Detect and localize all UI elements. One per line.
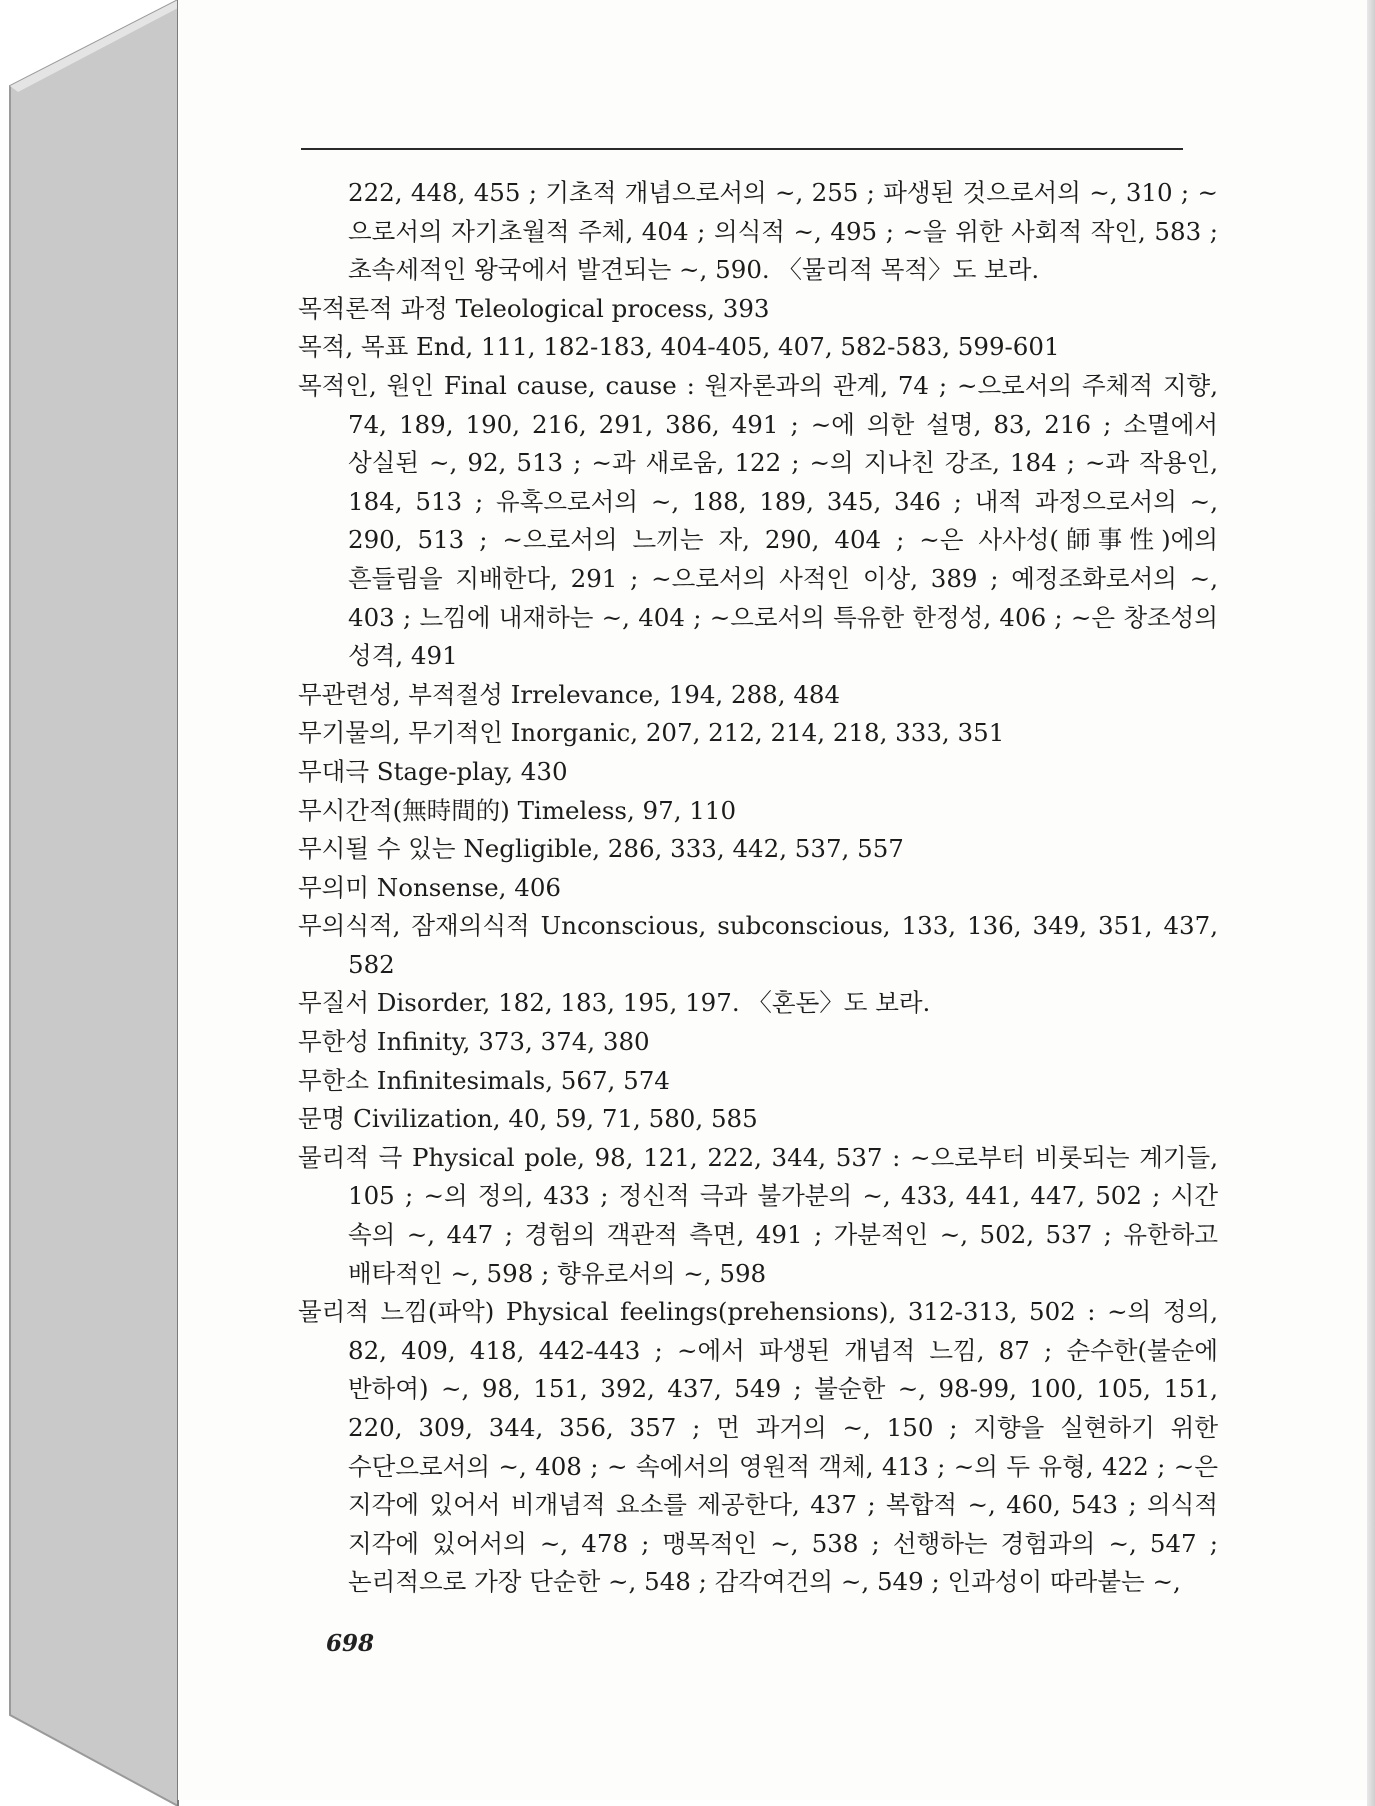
page-number: 698 xyxy=(326,1630,375,1657)
index-entry: 무한성 Infinity, 373, 374, 380 xyxy=(298,1027,650,1057)
index-entry: 무한소 Infinitesimals, 567, 574 xyxy=(298,1065,670,1095)
index-entry: 무의식적, 잠재의식적 Unconscious, subconscious, 133, 136, 349, 351, 437, 582 xyxy=(298,911,1218,979)
index-entry: 문명 Civilization, 40, 59, 71, 580, 585 xyxy=(298,1104,758,1134)
index-entry: 물리적 느낌(파악) Physical feelings(prehensions), 312-313, 502 : ~의 정의, 82, 409, 418, 442-443 ; ~에서 파생된 개념적 느낌, 87 ; 순수한(불순에 반하여) ~, 98, 151, 392, 437, 549 ; 불순한 ~, 98-99, 100, 105, 151, 220, 309, 344, 356, 357 ; 먼 과거의 ~, 150 ; 지향을 실현하기 위한 수단으로서의 ~, 408 ; ~ 속에서의 영원적 객체, 413 ; ~의 두 유형, 422 ; ~은 지각에 있어서 비개념적 요소를 제공한다, 437 ; 복합적 ~, 460, 543 ; 의식적 지각에 있어서의 ~, 478 ; 맹목적인 ~, 538 ; 선행하는 경험과의 ~, 547 ; 논리적으로 가장 단순한 ~, 548 ; 감각여건의 ~, 549 ; 인과성이 따라붙는 ~, xyxy=(298,1297,1218,1597)
header-rule xyxy=(301,148,1183,150)
index-entry: 목적, 목표 End, 111, 182-183, 404-405, 407, 582-583, 599-601 xyxy=(298,332,1060,362)
index-entry: 무대극 Stage-play, 430 xyxy=(298,756,568,786)
index-entries xyxy=(298,174,1218,1602)
index-entry: 물리적 극 Physical pole, 98, 121, 222, 344, 537 : ~으로부터 비롯되는 계기들, 105 ; ~의 정의, 433 ; 정신적 극과 불가분의 ~, 433, 441, 447, 502 ; 시간 속의 ~, 447 ; 경험의 객관적 측면, 491 ; 가분적인 ~, 502, 537 ; 유한하고 배타적인 ~, 598 ; 향유로서의 ~, 598 xyxy=(298,1142,1218,1288)
page-edge-shadow xyxy=(1367,0,1375,1806)
index-entry: 무관련성, 부적절성 Irrelevance, 194, 288, 484 xyxy=(298,679,841,709)
index-entry: 무시될 수 있는 Negligible, 286, 333, 442, 537, 557 xyxy=(298,834,904,864)
index-entry: 무질서 Disorder, 182, 183, 195, 197. 〈혼돈〉도 보라. xyxy=(298,988,931,1018)
index-entry: 무의미 Nonsense, 406 xyxy=(298,872,562,902)
index-entry: 무기물의, 무기적인 Inorganic, 207, 212, 214, 218, 333, 351 xyxy=(298,718,1005,748)
index-entry: 목적인, 원인 Final cause, cause : 원자론과의 관계, 74 ; ~으로서의 주체적 지향, 74, 189, 190, 216, 291, 386, 491 ; ~에 의한 설명, 83, 216 ; 소멸에서 상실된 ~, 92, 513 ; ~과 새로움, 122 ; ~의 지나친 강조, 184 ; ~과 작용인, 184, 513 ; 유혹으로서의 ~, 188, 189, 345, 346 ; 내적 과정으로서의 ~, 290, 513 ; ~으로서의 느끼는 자, 290, 404 ; ~은 사사성(師事性)에의 흔들림을 지배한다, 291 ; ~으로서의 사적인 이상, 389 ; 예정조화로서의 ~, 403 ; 느낌에 내재하는 ~, 404 ; ~으로서의 특유한 한정성, 406 ; ~은 창조성의 성격, 491 xyxy=(298,370,1218,671)
index-entry: 222, 448, 455 ; 기초적 개념으로서의 ~, 255 ; 파생된 것으로서의 ~, 310 ; ~으로서의 자기초월적 주체, 404 ; 의식적 ~, 495 ; ~을 위한 사회적 작인, 583 ; 초속세적인 왕국에서 발견되는 ~, 590. 〈물리적 목적〉도 보라. xyxy=(348,178,1218,285)
index-entry: 무시간적(無時間的) Timeless, 97, 110 xyxy=(298,795,737,825)
index-entry: 목적론적 과정 Teleological process, 393 xyxy=(298,293,770,323)
